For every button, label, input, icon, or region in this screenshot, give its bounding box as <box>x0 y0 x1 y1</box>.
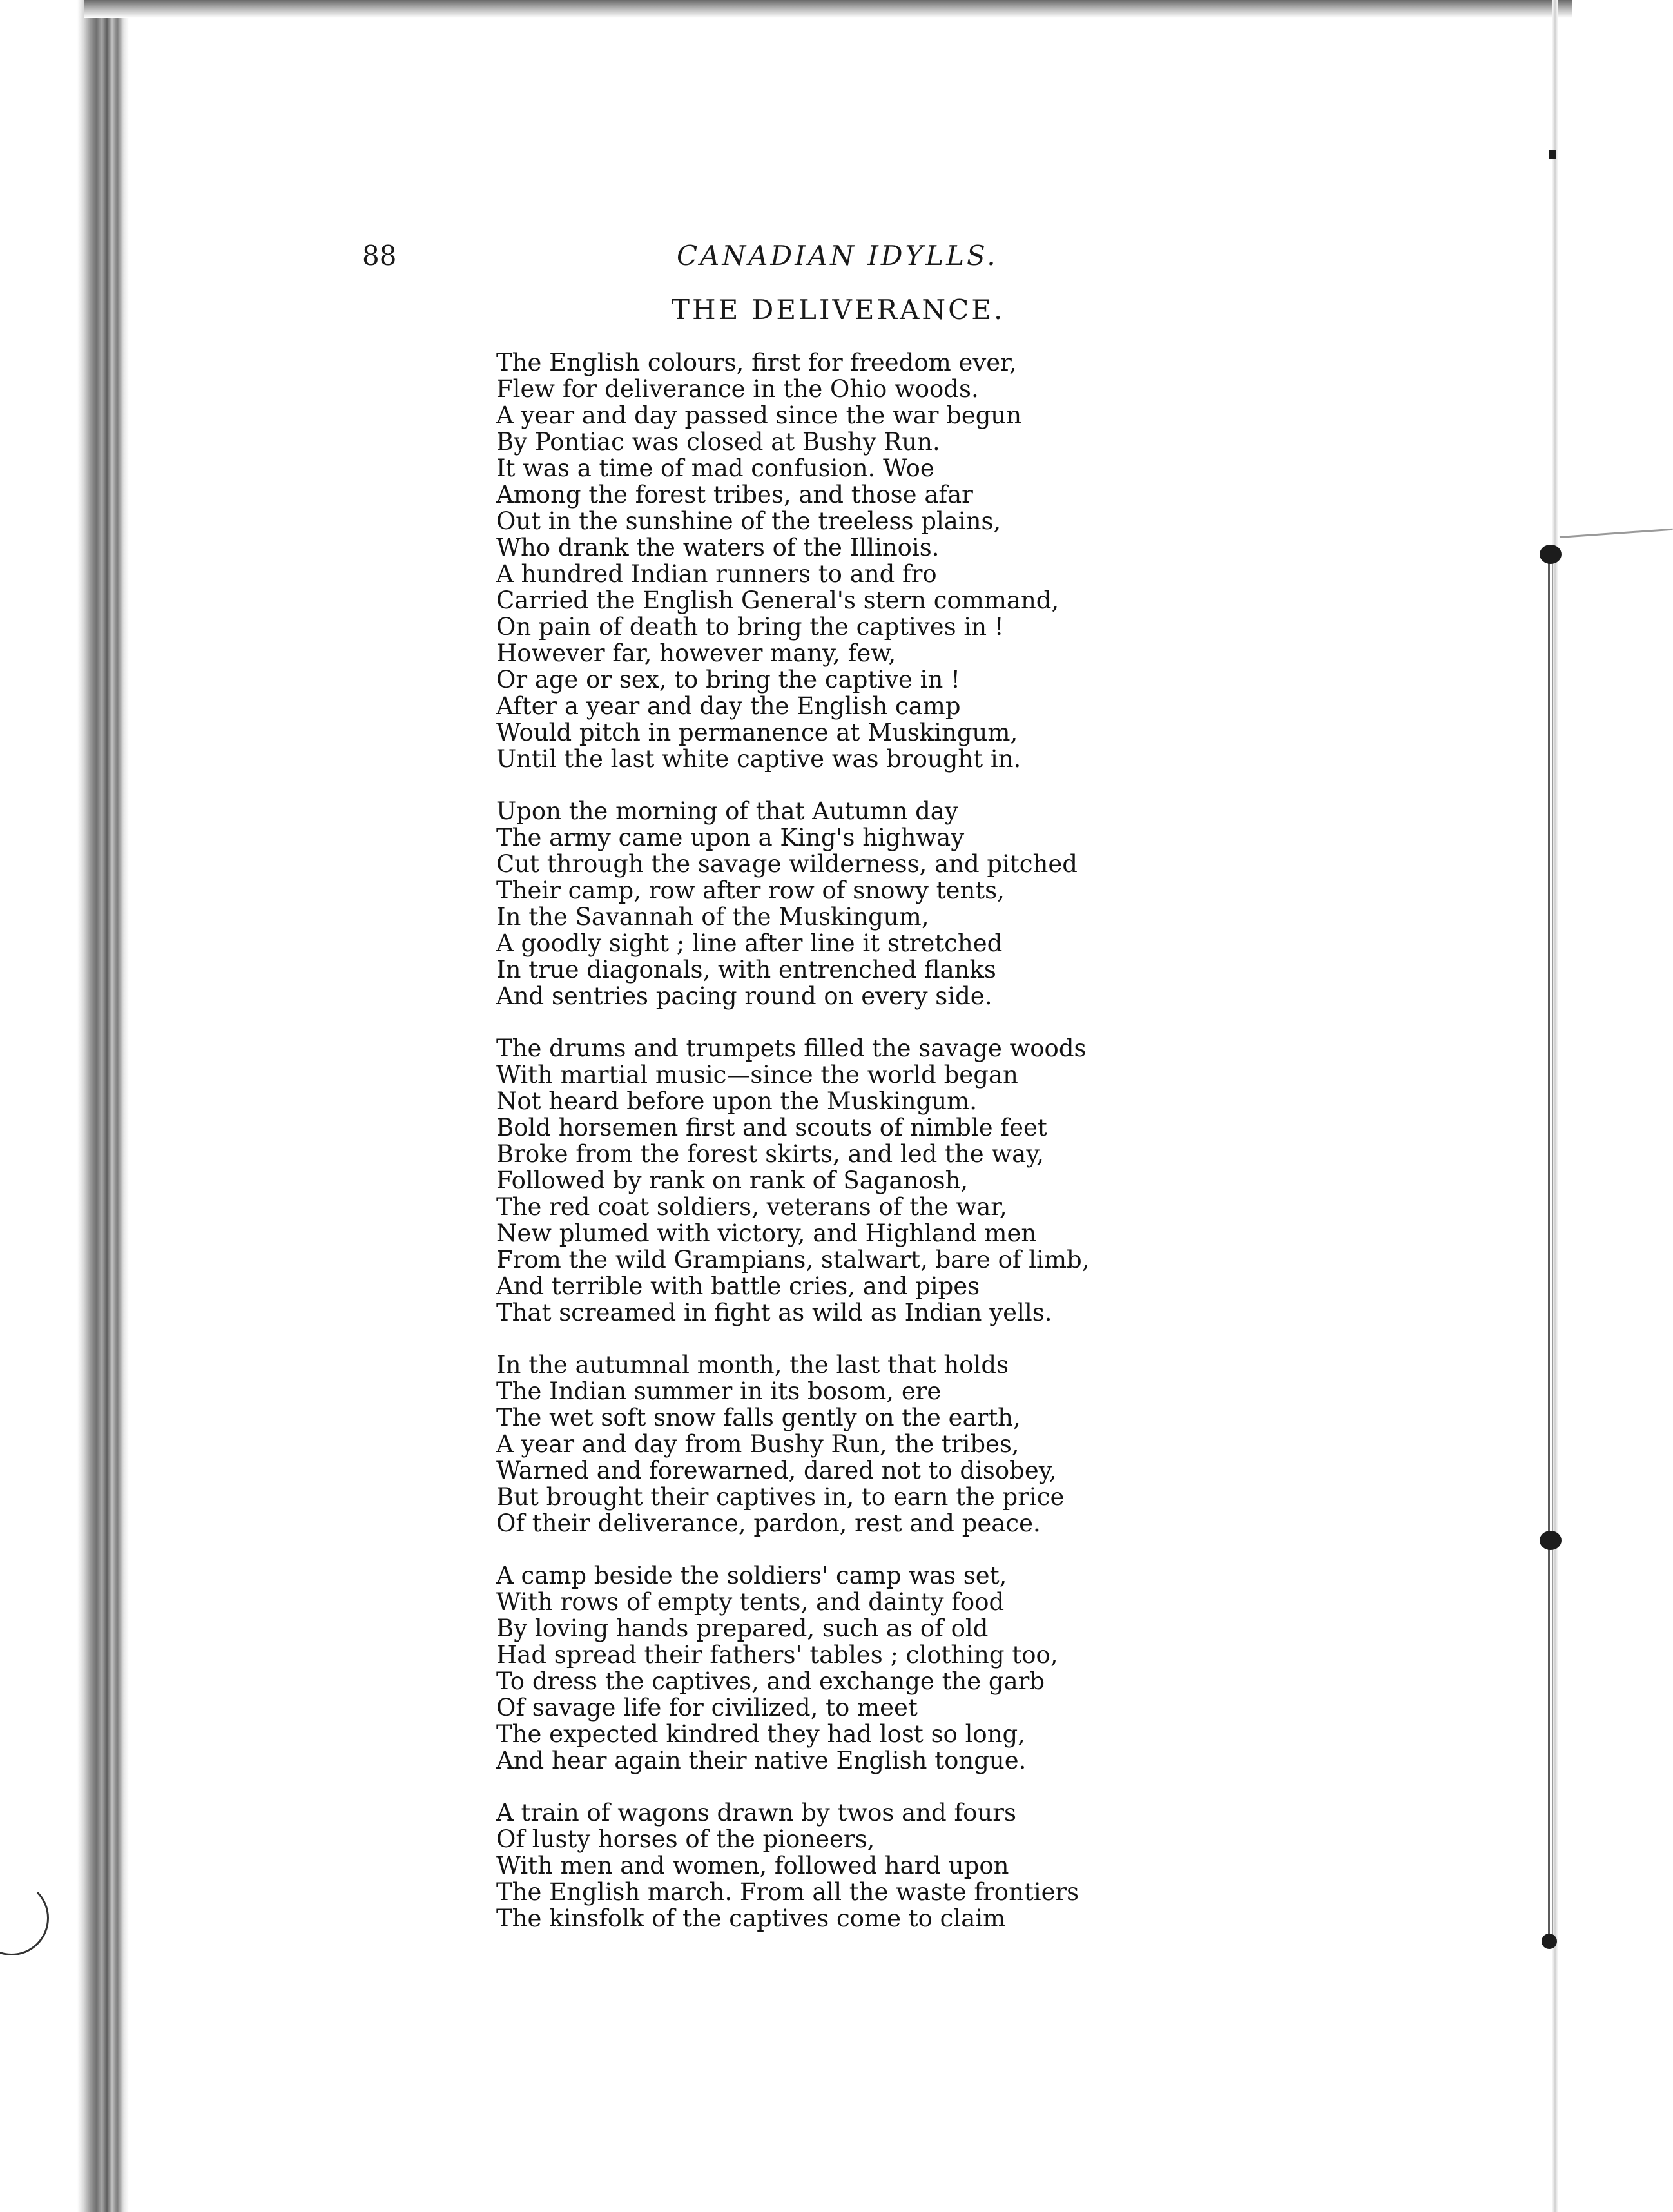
poem-line: Bold horsemen first and scouts of nimble feet <box>496 1114 1047 1141</box>
poem-line: A camp beside the soldiers' camp was set, <box>496 1562 1007 1589</box>
stanza <box>496 798 1237 1009</box>
poem-line: And hear again their native English tongue. <box>496 1747 1027 1774</box>
running-title: CANADIAN IDYLLS. <box>677 240 998 271</box>
poem-line: The red coat soldiers, veterans of the war, <box>496 1193 1007 1221</box>
poem-line: Broke from the forest skirts, and led the way, <box>496 1140 1044 1168</box>
poem-line: To dress the captives, and exchange the garb <box>496 1667 1045 1695</box>
poem-line: The Indian summer in its bosom, ere <box>496 1377 942 1405</box>
stanza <box>496 349 1237 772</box>
thread-knot-upper <box>1540 545 1562 564</box>
poem-line: The expected kindred they had lost so long, <box>496 1720 1025 1748</box>
stanza <box>496 1035 1237 1326</box>
page-number: 88 <box>362 240 397 271</box>
poem-line: Their camp, row after row of snowy tents, <box>496 877 1005 904</box>
poem-line: Among the forest tribes, and those afar <box>496 481 973 509</box>
poem-line: And terrible with battle cries, and pipes <box>496 1272 980 1300</box>
running-head <box>362 240 1026 278</box>
poem-line: After a year and day the English camp <box>496 692 961 720</box>
poem-line: The wet soft snow falls gently on the earth, <box>496 1404 1021 1431</box>
poem-line: But brought their captives in, to earn the price <box>496 1483 1065 1511</box>
thread-knot-lower <box>1542 1934 1557 1949</box>
poem-line: The drums and trumpets filled the savage woods <box>496 1034 1087 1062</box>
poem-line: However far, however many, few, <box>496 639 896 667</box>
poem-line: A hundred Indian runners to and fro <box>496 560 937 588</box>
margin-mark <box>1549 150 1556 159</box>
poem-line: Flew for deliverance in the Ohio woods. <box>496 375 979 403</box>
poem-line: Of lusty horses of the pioneers, <box>496 1825 875 1853</box>
poem-line: Upon the morning of that Autumn day <box>496 797 958 825</box>
poem-line: From the wild Grampians, stalwart, bare of limb, <box>496 1246 1090 1274</box>
poem-line: Not heard before upon the Muskingum. <box>496 1087 977 1115</box>
poem-line: Out in the sunshine of the treeless plains, <box>496 507 1001 535</box>
poem-title: THE DELIVERANCE. <box>672 294 1005 325</box>
poem-line: The English march. From all the waste frontiers <box>496 1878 1079 1906</box>
poem-line: The kinsfolk of the captives come to claim <box>496 1905 1006 1932</box>
stanza <box>496 1352 1237 1537</box>
page-top-edge <box>84 0 1572 18</box>
poem-line: And sentries pacing round on every side. <box>496 982 992 1010</box>
stanza <box>496 1562 1237 1774</box>
poem-line: A goodly sight ; line after line it stretched <box>496 929 1003 957</box>
poem-line: Of savage life for civilized, to meet <box>496 1694 918 1722</box>
poem-line: Carried the English General's stern command, <box>496 587 1059 614</box>
poem-line: With rows of empty tents, and dainty food <box>496 1588 1005 1616</box>
poem-line: Of their deliverance, pardon, rest and peace. <box>496 1509 1041 1537</box>
poem-line: A year and day from Bushy Run, the tribes, <box>496 1430 1020 1458</box>
thread-knot-middle <box>1540 1531 1562 1550</box>
poem-line: In the autumnal month, the last that holds <box>496 1351 1009 1379</box>
poem-line: With martial music—since the world began <box>496 1061 1018 1089</box>
poem-line: On pain of death to bring the captives in ! <box>496 613 1004 641</box>
poem-line: The English colours, first for freedom ever, <box>496 349 1017 376</box>
poem-line: New plumed with victory, and Highland men <box>496 1219 1037 1247</box>
poem-line: A train of wagons drawn by twos and fours <box>496 1799 1016 1827</box>
poem-line: Followed by rank on rank of Saganosh, <box>496 1167 969 1194</box>
stanza <box>496 1800 1237 1932</box>
poem-line: Until the last white captive was brought in. <box>496 745 1021 773</box>
poem-line: With men and women, followed hard upon <box>496 1852 1009 1879</box>
poem-line: That screamed in fight as wild as Indian yells. <box>496 1299 1052 1326</box>
poem-line: In true diagonals, with entrenched flanks <box>496 956 996 984</box>
poem-line: Cut through the savage wilderness, and pitched <box>496 850 1078 878</box>
poem-line: By Pontiac was closed at Bushy Run. <box>496 428 940 456</box>
poem-body <box>496 349 1237 1957</box>
poem-line: In the Savannah of the Muskingum, <box>496 903 929 931</box>
book-binding-edge <box>0 0 129 2212</box>
poem-line: It was a time of mad confusion. Woe <box>496 454 934 482</box>
poem-line: By loving hands prepared, such as of old <box>496 1615 989 1642</box>
poem-line: Had spread their fathers' tables ; clothing too, <box>496 1641 1058 1669</box>
poem-line: Who drank the waters of the Illinois. <box>496 534 940 561</box>
loose-thread-fiber <box>1560 529 1673 538</box>
poem-line: The army came upon a King's highway <box>496 824 965 851</box>
poem-line: Warned and forewarned, dared not to disobey, <box>496 1457 1057 1484</box>
poem-line: Or age or sex, to bring the captive in ! <box>496 666 960 694</box>
binding-thread <box>1548 554 1553 1940</box>
poem-line: Would pitch in permanence at Muskingum, <box>496 719 1018 746</box>
poem-line: A year and day passed since the war begun <box>496 402 1022 429</box>
